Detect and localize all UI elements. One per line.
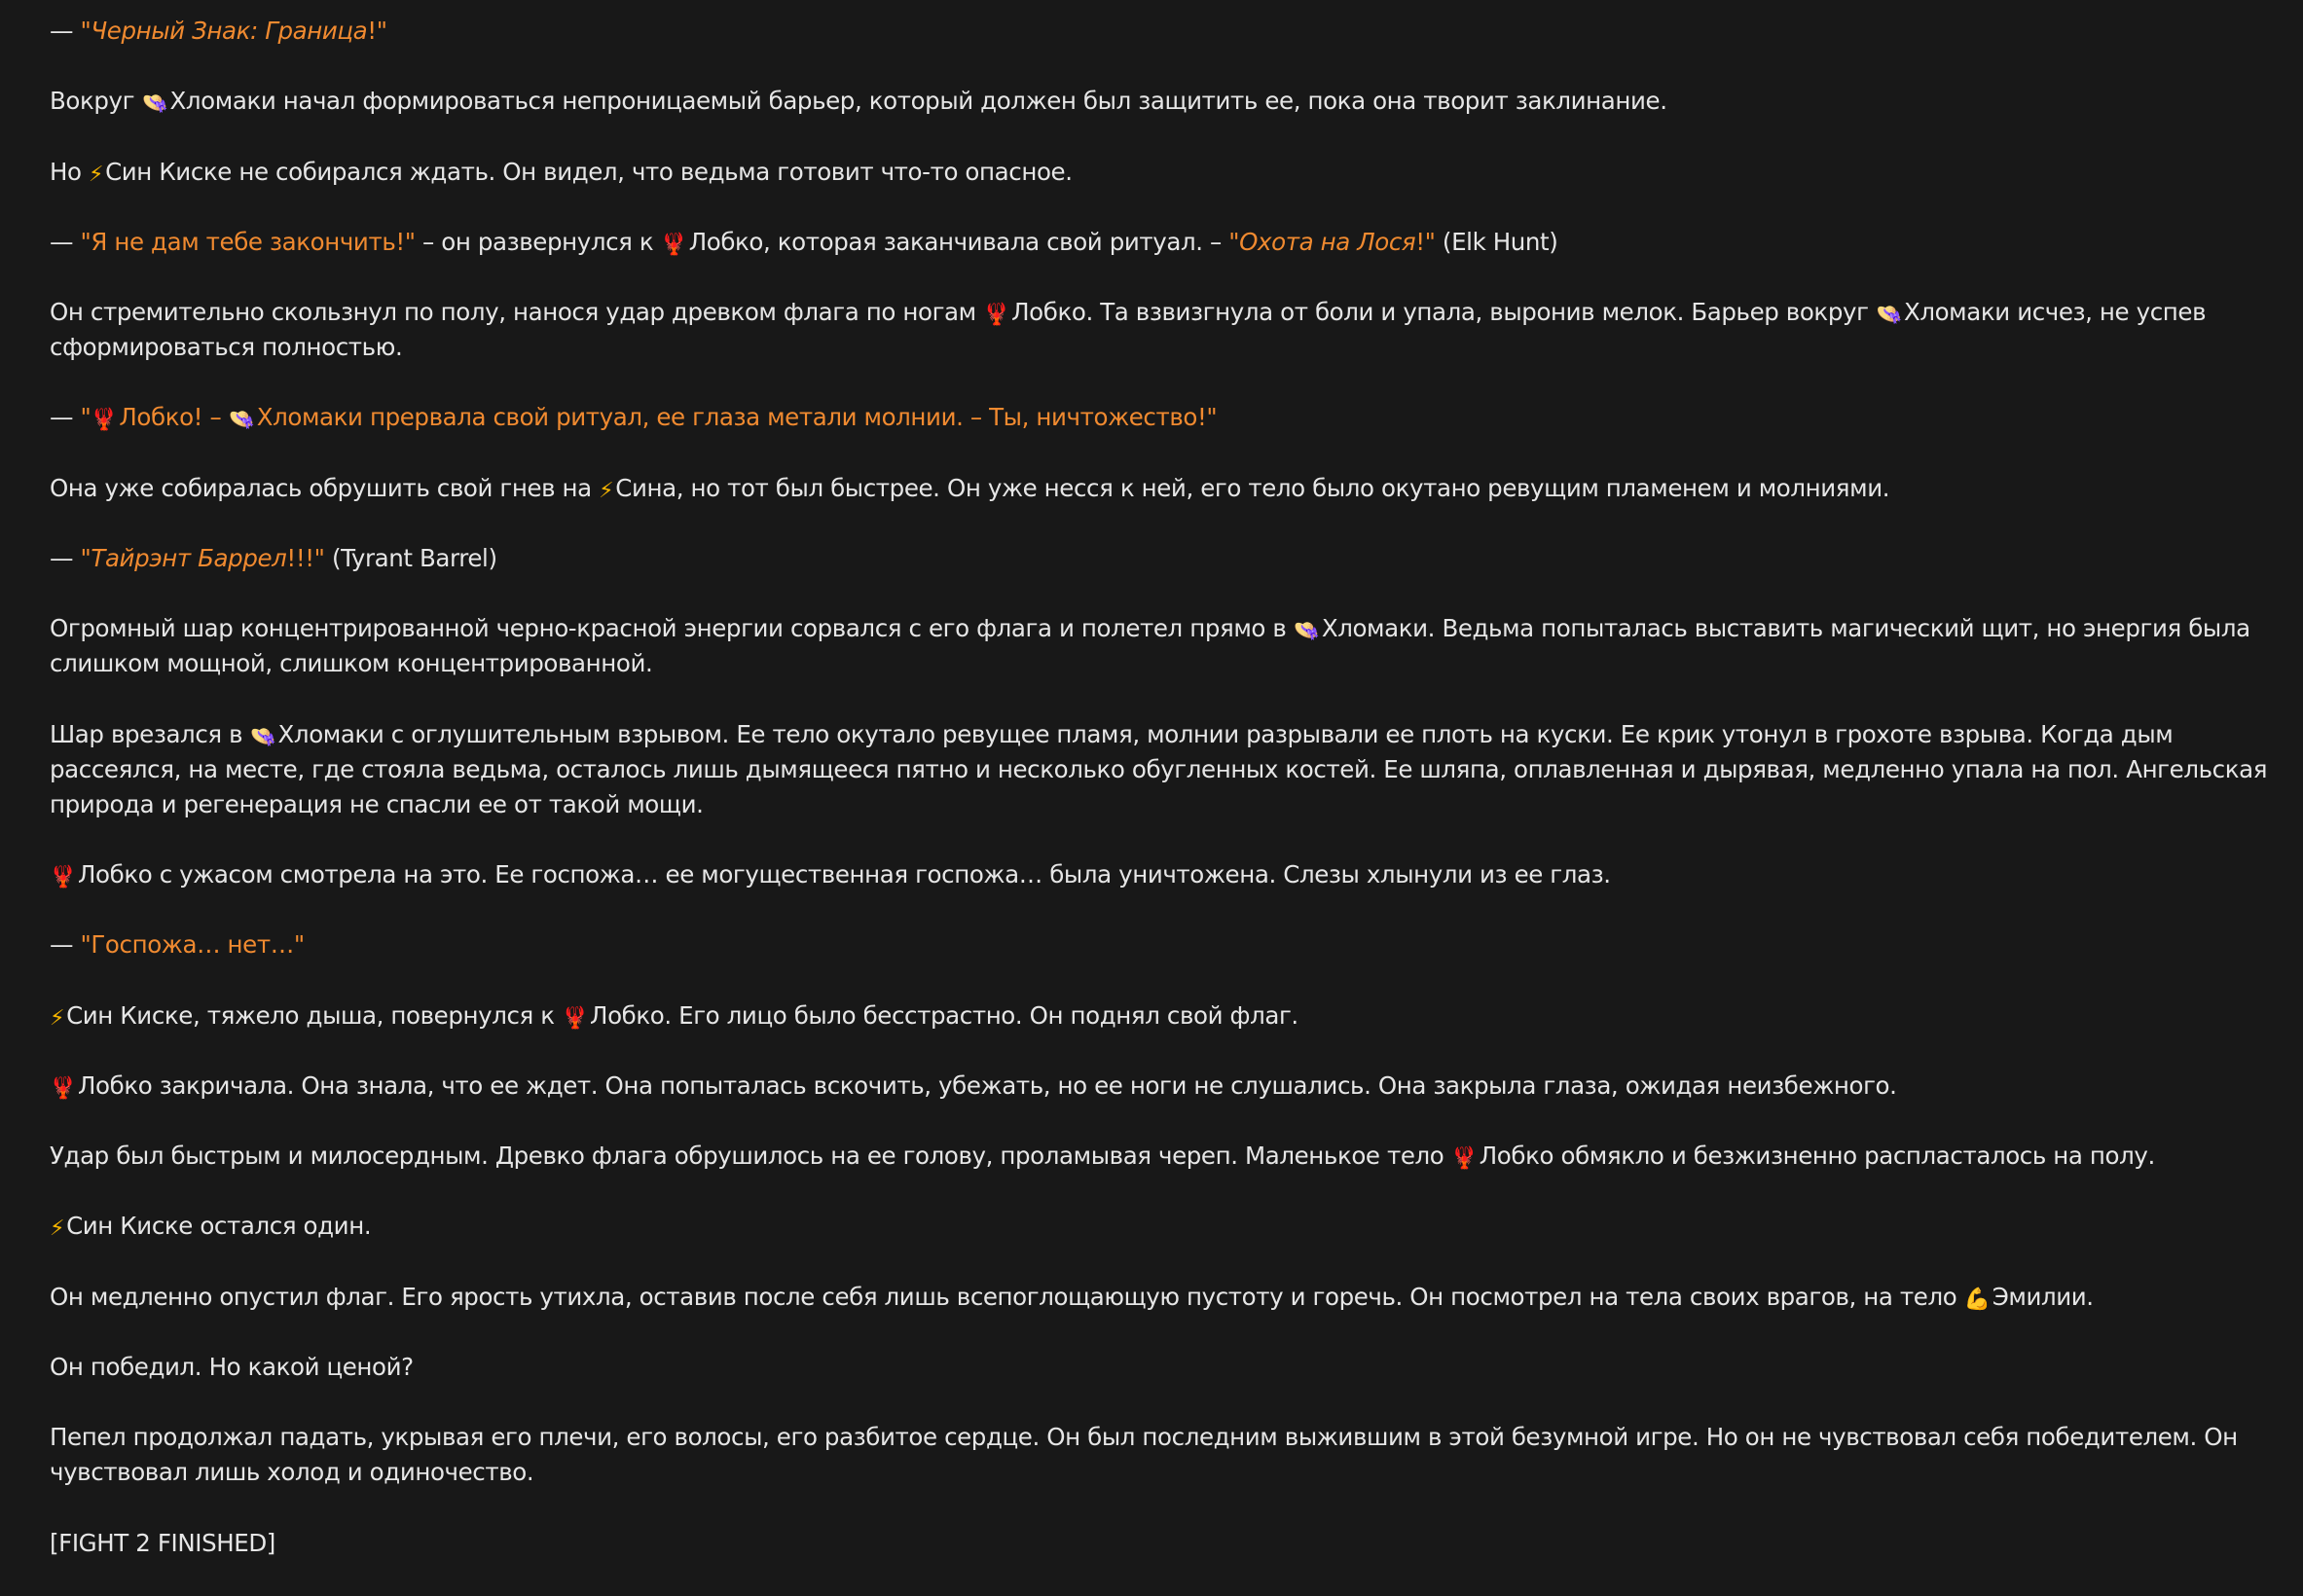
narration-text: [FIGHT 2 FINISHED] [50, 1528, 275, 1557]
story-paragraph [50, 155, 2279, 190]
story-paragraph [50, 541, 2279, 576]
narration-text: Лобко. Та взвизгнула от боли и упала, выронив мелок. Барьер вокруг [1011, 298, 1876, 327]
lobster-icon: 🦞 [50, 864, 76, 889]
dialogue-text: Черный Знак: Граница [91, 17, 368, 45]
narration-text: Шар врезался в [50, 719, 250, 748]
lobster-icon: 🦞 [660, 232, 687, 257]
narration-text: — [50, 544, 81, 573]
narration-text: — [50, 227, 81, 256]
flexed-arm-icon: 💪 [1963, 1287, 1991, 1312]
narration-text: (Elk Hunt) [1435, 227, 1558, 256]
story-text [50, 14, 2279, 1596]
witch-hat-icon: 👒 [1875, 303, 1902, 328]
narration-text: Удар был быстрым и милосердным. Древко флага обрушилось на ее голову, проламывая череп. Маленькое тело [50, 1142, 1451, 1171]
story-paragraph [50, 998, 2279, 1034]
narration-text: Пепел продолжал падать, укрывая его плечи, его волосы, его разбитое сердце. Он был последним выжившим в этой безумной игре. Но он не чувствовал себя победителем. Он чувствовал лишь холод и одиночество. [50, 1423, 2238, 1487]
lobster-icon: 🦞 [50, 1075, 76, 1101]
witch-hat-icon: 👒 [228, 408, 255, 433]
lightning-icon: ⚡ [599, 478, 614, 503]
narration-text: Лобко с ужасом смотрела на это. Ее госпожа… ее могущественная госпожа… была уничтожена. Слезы хлынули из ее глаз. [78, 859, 1611, 889]
story-paragraph [50, 1209, 2279, 1244]
narration-text: Сина, но тот был быстрее. Он уже несся к ней, его тело было окутано ревущим пламенем и молниями. [615, 473, 1890, 502]
witch-hat-icon: 👒 [249, 724, 276, 749]
dialogue-text: !" [1415, 227, 1436, 256]
dialogue-text: "Я не дам тебе закончить!" [80, 227, 416, 256]
story-paragraph [50, 295, 2279, 365]
story-paragraph [50, 1069, 2279, 1104]
narration-text: — [50, 17, 81, 45]
lightning-icon: ⚡ [50, 1216, 65, 1242]
dialogue-text: !" [367, 17, 387, 45]
narration-text: Эмилии. [1992, 1282, 2094, 1311]
narration-text: Он стремительно скользнул по полу, нанося удар древком флага по ногам [50, 298, 984, 327]
dialogue-text: Охота на Лося [1239, 227, 1416, 256]
dialogue-text: Лобко! – [119, 403, 229, 432]
narration-text: Но [50, 157, 90, 186]
story-paragraph [50, 1280, 2279, 1315]
narration-text: Лобко обмякло и безжизненно распласталось на полу. [1479, 1142, 2155, 1171]
narration-text: (Tyrant Barrel) [324, 544, 497, 573]
narration-text: Син Киске, тяжело дыша, повернулся к [66, 1000, 563, 1030]
story-paragraph [50, 1350, 2279, 1385]
story-paragraph [50, 471, 2279, 506]
story-paragraph [50, 927, 2279, 962]
dialogue-text: " [80, 403, 91, 432]
narration-text: Хломаки. Ведьма попыталась выставить магический щит, но энергия была слишком мощной, слишком концентрированной. [50, 614, 2250, 678]
story-paragraph [50, 717, 2279, 822]
story-paragraph [50, 1420, 2279, 1490]
narration-text: Лобко. Его лицо было бесстрастно. Он поднял свой флаг. [590, 1000, 1298, 1030]
story-paragraph [50, 1139, 2279, 1174]
lightning-icon: ⚡ [50, 1005, 65, 1031]
narration-text: Хломаки исчез, не успев сформироваться полностью. [50, 298, 2207, 362]
witch-hat-icon: 👒 [141, 91, 168, 117]
narration-text: Огромный шар концентрированной черно-красной энергии сорвался с его флага и полетел прямо в [50, 614, 1294, 643]
narration-text: Син Киске не собирался ждать. Он видел, что ведьма готовит что-то опасное. [105, 157, 1073, 186]
lobster-icon: 🦞 [91, 408, 118, 433]
narration-text: Лобко закричала. Она знала, что ее ждет. Она попыталась вскочить, убежать, но ее ноги не слушались. Она закрыла глаза, ожидая неизбежного. [78, 1070, 1897, 1100]
dialogue-text: " [80, 544, 91, 573]
narration-text: — [50, 930, 81, 960]
story-paragraph [50, 1526, 2279, 1561]
lobster-icon: 🦞 [1450, 1146, 1478, 1172]
narration-text: Хломаки начал формироваться непроницаемый барьер, который должен был защитить ее, пока она творит заклинание. [169, 87, 1667, 116]
narration-text: Вокруг [50, 87, 142, 116]
narration-text: Лобко, которая заканчивала свой ритуал. – [688, 227, 1229, 256]
witch-hat-icon: 👒 [1293, 619, 1320, 644]
narration-text: Он медленно опустил флаг. Его ярость утихла, оставив после себя лишь всепоглощающую пустоту и горечь. Он посмотрел на тела своих врагов, на тело [50, 1282, 1964, 1311]
dialogue-text: !!!" [286, 544, 325, 573]
dialogue-text: "Госпожа… нет…" [80, 930, 305, 960]
narration-text: Она уже собиралась обрушить свой гнев на [50, 473, 600, 502]
narration-text: Он победил. Но какой ценой? [50, 1353, 414, 1382]
story-paragraph [50, 400, 2279, 435]
narration-text: — [50, 403, 81, 432]
story-paragraph [50, 857, 2279, 892]
story-paragraph [50, 225, 2279, 260]
story-paragraph [50, 14, 2279, 49]
lobster-icon: 🦞 [562, 1005, 589, 1031]
dialogue-text: Хломаки прервала свой ритуал, ее глаза метали молнии. – Ты, ничтожество!" [256, 403, 1218, 432]
lightning-icon: ⚡ [89, 162, 104, 187]
dialogue-text: " [80, 17, 91, 45]
lobster-icon: 🦞 [983, 303, 1010, 328]
dialogue-text: Тайрэнт Баррел [91, 544, 287, 573]
narration-text: – он развернулся к [415, 227, 661, 256]
story-paragraph [50, 84, 2279, 119]
narration-text: Хломаки с оглушительным взрывом. Ее тело окутало ревущее пламя, молнии разрывали ее плоть на куски. Ее крик утонул в грохоте взрыва. Когда дым рассеялся, на месте, где стояла ведьма, осталось лишь дымящееся пятно и несколько обугленных костей. Ее шляпа, оплавленная и дырявая, медленно упала на пол. Ангельская природа и регенерация не спасли ее от такой мощи. [50, 719, 2268, 818]
story-paragraph [50, 611, 2279, 681]
narration-text: Син Киске остался один. [66, 1212, 372, 1241]
dialogue-text: " [1228, 227, 1240, 256]
